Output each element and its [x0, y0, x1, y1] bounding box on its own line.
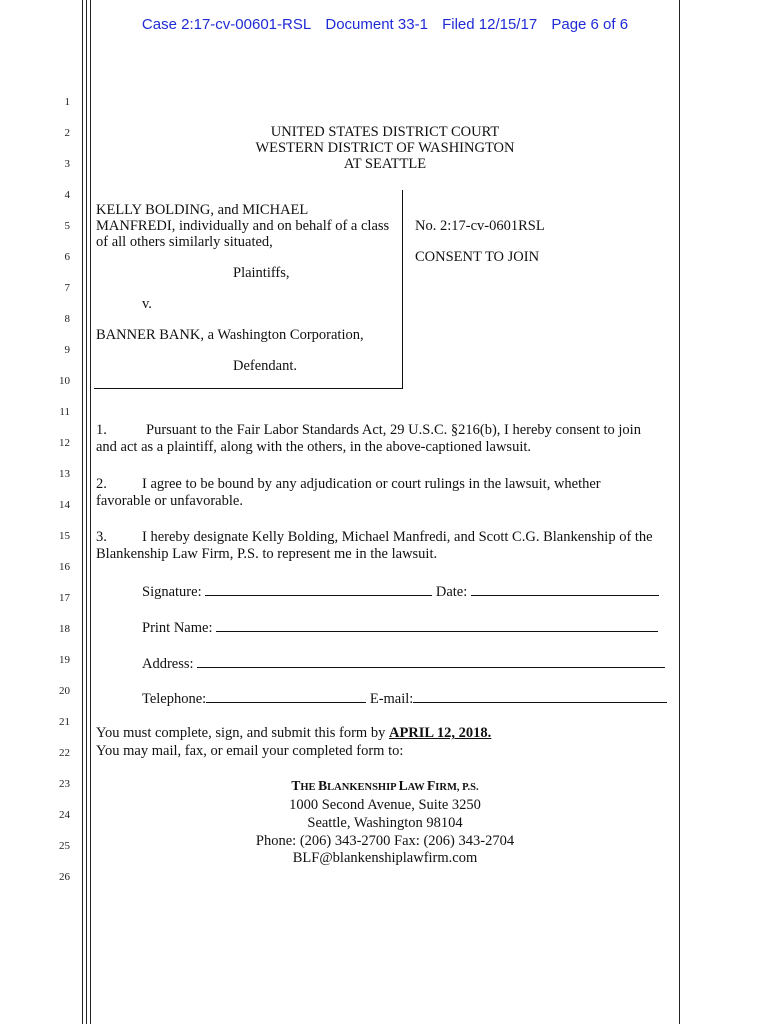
firm-address-line1: 1000 Second Avenue, Suite 3250	[289, 797, 481, 813]
line-number: 20	[59, 685, 70, 697]
plaintiffs-line1: KELLY BOLDING, and MICHAEL	[96, 202, 309, 218]
line-number: 11	[59, 406, 70, 418]
deadline-prefix: You must complete, sign, and submit this form by	[96, 725, 386, 741]
line-number: 1	[64, 96, 70, 108]
print-name-label: Print Name:	[142, 620, 213, 636]
plaintiffs-line2: MANFREDI, individually and on behalf of a class	[96, 218, 390, 234]
versus: v.	[142, 296, 152, 312]
date-label: Date:	[435, 584, 468, 600]
case-no: No. 2:17-cv-0601RSL	[415, 218, 545, 234]
paragraph-number: 1.	[96, 422, 107, 438]
address-row	[142, 654, 665, 672]
paragraph-text: favorable or unfavorable.	[96, 493, 243, 509]
line-number: 12	[59, 437, 70, 449]
print-name-row	[142, 618, 658, 636]
filed-date: Filed 12/15/17	[442, 16, 538, 33]
line-number: 23	[59, 778, 70, 790]
line-number: 6	[64, 251, 70, 263]
print-name-field[interactable]	[216, 618, 658, 632]
paragraph-text: Blankenship Law Firm, P.S. to represent me in the lawsuit.	[96, 546, 438, 562]
paragraph-text: I hereby designate Kelly Bolding, Michael Manfredi, and Scott C.G. Blankenship of the	[142, 529, 653, 545]
case-number: Case 2:17-cv-00601-RSL	[141, 16, 312, 33]
defendant-name: BANNER BANK, a Washington Corporation,	[96, 327, 364, 343]
line-number: 2	[64, 127, 70, 139]
firm-phone-fax: Phone: (206) 343-2700 Fax: (206) 343-2704	[255, 833, 515, 849]
page-indicator: Page 6 of 6	[551, 16, 629, 33]
line-number: 19	[59, 654, 70, 666]
line-number: 9	[64, 344, 70, 356]
firm-address-line2: Seattle, Washington 98104	[307, 815, 463, 831]
telephone-field[interactable]	[206, 689, 366, 703]
line-number: 22	[59, 747, 70, 759]
line-number: 18	[59, 623, 70, 635]
telephone-label: Telephone:	[142, 691, 207, 707]
submission-methods: You may mail, fax, or email your completed form to:	[96, 743, 404, 759]
line-number: 25	[59, 840, 70, 852]
case-header	[0, 16, 770, 33]
firm-email[interactable]: BLF@blankenshiplawfirm.com	[292, 850, 478, 866]
line-number: 4	[64, 189, 70, 201]
plaintiffs-label: Plaintiffs,	[233, 265, 290, 281]
line-number: 17	[59, 592, 70, 604]
line-number: 24	[59, 809, 70, 821]
line-number: 7	[64, 282, 70, 294]
signature-field[interactable]	[205, 582, 432, 596]
line-number: 16	[59, 561, 70, 573]
paragraph-text: and act as a plaintiff, along with the others, in the above-captioned lawsuit.	[96, 439, 532, 455]
court-name: UNITED STATES DISTRICT COURT	[270, 124, 500, 140]
line-number: 3	[64, 158, 70, 170]
deadline-date: APRIL 12, 2018.	[388, 725, 492, 741]
contact-row	[142, 689, 667, 707]
paragraph-number: 2.	[96, 476, 107, 492]
address-label: Address:	[142, 656, 194, 672]
line-number: 21	[59, 716, 70, 728]
line-number: 14	[59, 499, 70, 511]
line-number: 8	[64, 313, 70, 325]
date-field[interactable]	[471, 582, 659, 596]
document-title: CONSENT TO JOIN	[415, 249, 540, 265]
line-number: 13	[59, 468, 70, 480]
court-location: AT SEATTLE	[343, 156, 427, 172]
line-number: 5	[64, 220, 70, 232]
signature-row	[142, 582, 659, 600]
line-number: 15	[59, 530, 70, 542]
deadline-line	[96, 725, 491, 741]
court-district: WESTERN DISTRICT OF WASHINGTON	[255, 140, 515, 156]
paragraph-text: I agree to be bound by any adjudication or court rulings in the lawsuit, whether	[142, 476, 601, 492]
paragraph-text: Pursuant to the Fair Labor Standards Act, 29 U.S.C. §216(b), I hereby consent to join	[146, 422, 641, 438]
firm-name: THE BLANKENSHIP LAW FIRM, P.S.	[291, 778, 479, 793]
line-number: 10	[59, 375, 70, 387]
plaintiffs-line3: of all others similarly situated,	[96, 234, 273, 250]
line-number: 26	[59, 871, 70, 883]
document-number: Document 33-1	[325, 16, 428, 33]
paragraph-number: 3.	[96, 529, 107, 545]
defendant-label: Defendant.	[233, 358, 298, 374]
signature-label: Signature:	[142, 584, 202, 600]
address-field[interactable]	[197, 654, 665, 668]
email-label: E-mail:	[369, 691, 414, 707]
email-field[interactable]	[413, 689, 667, 703]
